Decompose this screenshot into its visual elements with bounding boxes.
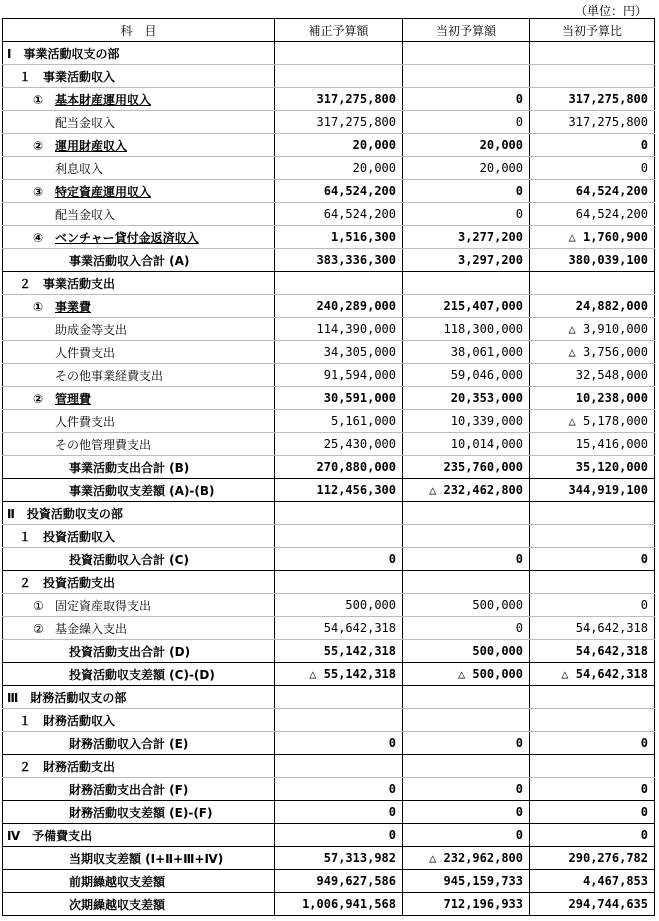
row-label: 配当金収入 [55,115,116,130]
table-row [3,502,655,525]
ratio-amount-cell: 0 [530,824,655,847]
table-row [3,272,655,295]
initial-amount-cell [403,42,530,65]
ratio-amount-cell: △ 54,642,318 [530,663,655,686]
table-row [3,203,655,226]
initial-amount-cell [403,755,530,778]
row-label-cell [3,456,275,479]
initial-amount-cell [403,709,530,732]
row-label-cell [3,824,275,847]
row-label: Ⅰ 事業活動収支の部 [7,46,120,61]
initial-amount-cell: 3,277,200 [403,226,530,249]
revised-amount-cell [275,525,403,548]
row-label: ベンチャー貸付金返済収入 [55,230,199,245]
row-label: ２ 投資活動支出 [19,575,116,590]
revised-amount-cell: 0 [275,548,403,571]
row-label: その他事業経費支出 [55,368,164,383]
row-marker: ④ [33,230,44,245]
row-label: ２ 財務活動支出 [19,759,116,774]
table-row [3,778,655,801]
table-row [3,686,655,709]
row-label-cell [3,226,275,249]
table-row [3,134,655,157]
table-row [3,893,655,916]
row-label-cell [3,42,275,65]
row-marker: ② [33,138,44,153]
revised-amount-cell: 0 [275,824,403,847]
ratio-amount-cell: 35,120,000 [530,456,655,479]
revised-amount-cell: 54,642,318 [275,617,403,640]
row-label-cell [3,870,275,893]
row-label-cell [3,709,275,732]
revised-amount-cell [275,272,403,295]
row-label-cell [3,410,275,433]
row-label-cell [3,663,275,686]
ratio-amount-cell: 317,275,800 [530,111,655,134]
row-label: 財務活動支出合計 (F) [69,782,189,797]
row-label: 財務活動収支差額 (E)-(F) [69,805,213,820]
ratio-amount-cell: 32,548,000 [530,364,655,387]
revised-amount-cell: 20,000 [275,157,403,180]
row-label-cell [3,341,275,364]
ratio-amount-cell: 4,467,853 [530,870,655,893]
revised-amount-cell: 949,627,586 [275,870,403,893]
revised-amount-cell: 20,000 [275,134,403,157]
row-label-cell [3,364,275,387]
header-row [3,19,655,42]
row-marker: ② [33,621,44,636]
row-label: 財務活動収入合計 (E) [69,736,189,751]
initial-amount-cell: 500,000 [403,640,530,663]
revised-amount-cell: 383,336,300 [275,249,403,272]
table-row [3,456,655,479]
table-row [3,295,655,318]
row-label: 事業活動支出合計 (B) [69,460,190,475]
row-label: Ⅳ 予備費支出 [7,828,93,843]
ratio-amount-cell: 294,744,635 [530,893,655,916]
initial-amount-cell: 0 [403,778,530,801]
row-label-cell [3,180,275,203]
revised-amount-cell: 64,524,200 [275,203,403,226]
row-label-cell [3,548,275,571]
table-row [3,318,655,341]
initial-amount-cell: 0 [403,548,530,571]
row-label-cell [3,571,275,594]
row-label-cell [3,502,275,525]
row-label: 事業活動収支差額 (A)-(B) [69,483,215,498]
table-row [3,755,655,778]
table-row [3,732,655,755]
row-label-cell [3,778,275,801]
table-row [3,479,655,502]
header-subject: 科 目 [3,19,275,42]
table-row [3,226,655,249]
ratio-amount-cell: 0 [530,548,655,571]
initial-amount-cell: 118,300,000 [403,318,530,341]
ratio-amount-cell [530,686,655,709]
ratio-amount-cell: 344,919,100 [530,479,655,502]
initial-amount-cell: 0 [403,732,530,755]
ratio-amount-cell: △ 1,760,900 [530,226,655,249]
ratio-amount-cell [530,571,655,594]
unit-label: （単位：円） [574,4,647,18]
table-row [3,157,655,180]
revised-amount-cell: 114,390,000 [275,318,403,341]
table-row [3,65,655,88]
revised-amount-cell [275,502,403,525]
row-label: 前期繰越収支差額 [69,874,166,889]
row-marker: ① [33,92,44,107]
row-label-cell [3,272,275,295]
initial-amount-cell [403,502,530,525]
row-marker: ① [33,299,44,314]
budget-table [2,18,655,916]
initial-amount-cell [403,686,530,709]
row-label-cell [3,525,275,548]
header-initial-ratio: 当初予算比 [530,19,655,42]
table-row [3,594,655,617]
table-row [3,709,655,732]
ratio-amount-cell: 10,238,000 [530,387,655,410]
initial-amount-cell: 235,760,000 [403,456,530,479]
initial-amount-cell: 3,297,200 [403,249,530,272]
ratio-amount-cell: 0 [530,801,655,824]
row-label-cell [3,640,275,663]
row-label: 投資活動収入合計 (C) [69,552,189,567]
table-row [3,42,655,65]
ratio-amount-cell: △ 5,178,000 [530,410,655,433]
revised-amount-cell: 25,430,000 [275,433,403,456]
revised-amount-cell [275,755,403,778]
row-label-cell [3,755,275,778]
ratio-amount-cell [530,755,655,778]
table-row [3,249,655,272]
initial-amount-cell: 0 [403,203,530,226]
row-label-cell [3,111,275,134]
initial-amount-cell: 38,061,000 [403,341,530,364]
row-label: 配当金収入 [55,207,116,222]
row-label: 助成金等支出 [55,322,128,337]
initial-amount-cell: 20,353,000 [403,387,530,410]
row-label-cell [3,847,275,870]
initial-amount-cell: 20,000 [403,134,530,157]
row-marker: ② [33,391,44,406]
table-row [3,111,655,134]
table-row [3,364,655,387]
revised-amount-cell: 1,516,300 [275,226,403,249]
initial-amount-cell: 0 [403,111,530,134]
initial-amount-cell [403,571,530,594]
initial-amount-cell: 0 [403,617,530,640]
row-label: １ 事業活動収入 [19,69,116,84]
row-label: 次期繰越収支差額 [69,897,166,912]
row-label-cell [3,203,275,226]
row-label-cell [3,157,275,180]
initial-amount-cell: 59,046,000 [403,364,530,387]
initial-amount-cell [403,525,530,548]
row-label: 運用財産収入 [55,138,128,153]
row-label: 利息収入 [55,161,104,176]
table-row [3,180,655,203]
row-label: 基本財産運用収入 [55,92,152,107]
ratio-amount-cell [530,502,655,525]
row-label: その他管理費支出 [55,437,152,452]
revised-amount-cell: 0 [275,801,403,824]
initial-amount-cell: 0 [403,180,530,203]
row-label-cell [3,387,275,410]
row-label-cell [3,617,275,640]
table-row [3,88,655,111]
table-row [3,571,655,594]
revised-amount-cell [275,42,403,65]
row-label: Ⅱ 投資活動収支の部 [7,506,123,521]
revised-amount-cell: 34,305,000 [275,341,403,364]
initial-amount-cell: △ 232,462,800 [403,479,530,502]
table-row [3,617,655,640]
initial-amount-cell: 500,000 [403,594,530,617]
row-label-cell [3,433,275,456]
ratio-amount-cell: 317,275,800 [530,88,655,111]
revised-amount-cell: 112,456,300 [275,479,403,502]
table-row [3,548,655,571]
row-label: 当期収支差額 (Ⅰ+Ⅱ+Ⅲ+Ⅳ) [69,851,224,866]
revised-amount-cell [275,686,403,709]
revised-amount-cell [275,571,403,594]
row-label: 人件費支出 [55,345,116,360]
ratio-amount-cell: 0 [530,594,655,617]
row-label-cell [3,134,275,157]
row-label-cell [3,295,275,318]
row-label-cell [3,893,275,916]
ratio-amount-cell: △ 3,910,000 [530,318,655,341]
row-marker: ③ [33,184,44,199]
initial-amount-cell: 945,159,733 [403,870,530,893]
revised-amount-cell: 30,591,000 [275,387,403,410]
initial-amount-cell: △ 500,000 [403,663,530,686]
row-label: 事業活動収入合計 (A) [69,253,190,268]
ratio-amount-cell: 0 [530,778,655,801]
table-row [3,870,655,893]
revised-amount-cell [275,65,403,88]
table-row [3,341,655,364]
ratio-amount-cell: 64,524,200 [530,203,655,226]
row-label-cell [3,594,275,617]
row-label-cell [3,318,275,341]
header-revised-budget: 補正予算額 [275,19,403,42]
initial-amount-cell: 0 [403,824,530,847]
table-row [3,387,655,410]
row-label: 事業費 [55,299,92,314]
revised-amount-cell: 240,289,000 [275,295,403,318]
revised-amount-cell: △ 55,142,318 [275,663,403,686]
ratio-amount-cell: 0 [530,157,655,180]
ratio-amount-cell: 64,524,200 [530,180,655,203]
table-row [3,663,655,686]
revised-amount-cell: 1,006,941,568 [275,893,403,916]
revised-amount-cell: 0 [275,732,403,755]
revised-amount-cell: 500,000 [275,594,403,617]
row-label: 人件費支出 [55,414,116,429]
revised-amount-cell: 317,275,800 [275,88,403,111]
row-label-cell [3,686,275,709]
table-row [3,824,655,847]
row-label-cell [3,65,275,88]
ratio-amount-cell: △ 3,756,000 [530,341,655,364]
row-label: ２ 事業活動支出 [19,276,116,291]
row-label-cell [3,249,275,272]
table-row [3,801,655,824]
row-label: 固定資産取得支出 [55,598,152,613]
ratio-amount-cell [530,65,655,88]
table-body [3,42,655,916]
row-label: 特定資産運用収入 [55,184,152,199]
initial-amount-cell: 712,196,933 [403,893,530,916]
revised-amount-cell: 0 [275,778,403,801]
row-label: １ 財務活動収入 [19,713,116,728]
ratio-amount-cell: 0 [530,732,655,755]
row-label: １ 投資活動収入 [19,529,116,544]
revised-amount-cell: 64,524,200 [275,180,403,203]
initial-amount-cell: 0 [403,801,530,824]
row-label: Ⅲ 財務活動収支の部 [7,690,127,705]
row-label: 管理費 [55,391,92,406]
row-label-cell [3,732,275,755]
initial-amount-cell [403,272,530,295]
revised-amount-cell: 5,161,000 [275,410,403,433]
row-label-cell [3,801,275,824]
ratio-amount-cell [530,42,655,65]
initial-amount-cell: 20,000 [403,157,530,180]
table-row [3,640,655,663]
revised-amount-cell: 55,142,318 [275,640,403,663]
initial-amount-cell [403,65,530,88]
ratio-amount-cell [530,709,655,732]
initial-amount-cell: 0 [403,88,530,111]
initial-amount-cell: 10,014,000 [403,433,530,456]
revised-amount-cell: 57,313,982 [275,847,403,870]
ratio-amount-cell: 24,882,000 [530,295,655,318]
revised-amount-cell [275,709,403,732]
header-initial-budget: 当初予算額 [403,19,530,42]
ratio-amount-cell: 380,039,100 [530,249,655,272]
ratio-amount-cell: 54,642,318 [530,617,655,640]
table-row [3,410,655,433]
revised-amount-cell: 270,880,000 [275,456,403,479]
initial-amount-cell: 10,339,000 [403,410,530,433]
row-label: 投資活動収支差額 (C)-(D) [69,667,215,682]
ratio-amount-cell: 290,276,782 [530,847,655,870]
revised-amount-cell: 91,594,000 [275,364,403,387]
ratio-amount-cell: 54,642,318 [530,640,655,663]
initial-amount-cell: △ 232,962,800 [403,847,530,870]
revised-amount-cell: 317,275,800 [275,111,403,134]
ratio-amount-cell [530,525,655,548]
initial-amount-cell: 215,407,000 [403,295,530,318]
table-row [3,847,655,870]
row-label-cell [3,88,275,111]
table-row [3,525,655,548]
table-row [3,433,655,456]
row-label-cell [3,479,275,502]
ratio-amount-cell [530,272,655,295]
ratio-amount-cell: 15,416,000 [530,433,655,456]
row-label: 基金繰入支出 [55,621,128,636]
row-marker: ① [33,598,44,613]
row-label: 投資活動支出合計 (D) [69,644,191,659]
ratio-amount-cell: 0 [530,134,655,157]
